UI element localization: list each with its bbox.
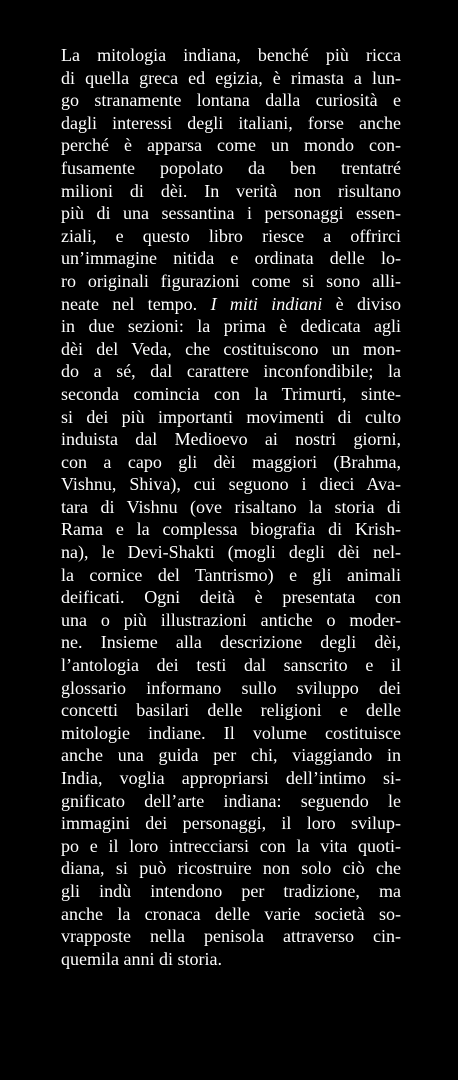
text-line-with-title [61, 293, 401, 316]
text-line: India, voglia appropriarsi dell’intimo si- [61, 768, 401, 788]
text-line: na), le Devi-Shakti (mogli degli dèi nel- [61, 542, 401, 563]
text-line: diana, si può ricostruire non solo ciò che [61, 858, 401, 879]
text-line: di quella greca ed egizia, è rimasta a lun- [61, 67, 401, 88]
text-line: do a sé, dal carattere inconfondibile; la [61, 361, 401, 382]
text-line: si dei più importanti movimenti di culto [61, 406, 401, 427]
text-line: una o più illustrazioni antiche o moder- [61, 609, 401, 630]
text-line: vrapposte nella penisola attraverso cin- [61, 926, 401, 947]
book-title: I miti indiani [210, 293, 323, 314]
text-line: induista dal Medioevo ai nostri giorni, [61, 429, 401, 450]
text-line: deificati. Ogni deità è presentata con [61, 587, 401, 608]
text-line: con a capo gli dèi maggiori (Brahma, [61, 451, 401, 472]
text-line: concetti basilari delle religioni e delle [61, 700, 401, 721]
text-line: mitologie indiane. Il volume costituisce [61, 722, 401, 743]
text-segment: è diviso [322, 293, 402, 314]
text-line: gli indù intendono per tradizione, ma [61, 880, 401, 901]
text-line-last: quemila anni di storia. [61, 948, 222, 969]
text-line: po e il loro intrecciarsi con la vita quoti- [61, 835, 401, 856]
text-line: anche la cronaca delle varie società so- [61, 903, 401, 924]
text-line: perché è apparsa come un mondo con- [61, 135, 401, 156]
text-line: tara di Vishnu (ove risaltano la storia di [61, 496, 401, 517]
text-line: l’antologia dei testi dal sanscrito e il [61, 655, 401, 676]
text-line: gnificato dell’arte indiana: seguendo le [61, 790, 401, 811]
text-line: più di una sessantina i personaggi essen- [61, 203, 401, 224]
text-line: La mitologia indiana, benché più ricca [61, 45, 401, 65]
book-blurb [61, 44, 401, 970]
text-line: la cornice del Tantrismo) e gli animali [61, 564, 401, 585]
text-line: go stranamente lontana dalla curiosità e [61, 90, 401, 111]
text-line: ro originali figurazioni come si sono alli- [61, 270, 401, 291]
text-line: Vishnu, Shiva), cui seguono i dieci Ava- [61, 474, 401, 495]
text-line: in due sezioni: la prima è dedicata agli [61, 316, 401, 337]
text-line: immagini dei personaggi, il loro svilup- [61, 813, 401, 834]
text-line: glossario informano sullo sviluppo dei [61, 677, 401, 698]
text-line: milioni di dèi. In verità non risultano [61, 180, 401, 201]
text-line: ziali, e questo libro riesce a offrirci [61, 225, 401, 246]
text-line: Rama e la complessa biografia di Krish- [61, 519, 401, 540]
text-line: un’immagine nitida e ordinata delle lo- [61, 248, 401, 269]
text-line: fusamente popolato da ben trentatré [61, 157, 401, 178]
text-line: anche una guida per chi, viaggiando in [61, 745, 401, 766]
text-line: dagli interessi degli italiani, forse anche [61, 112, 401, 133]
text-line: seconda comincia con la Trimurti, sinte- [61, 383, 401, 404]
text-line: ne. Insieme alla descrizione degli dèi, [61, 632, 401, 653]
text-line: dèi del Veda, che costituiscono un mon- [61, 338, 401, 359]
text-segment: neate nel tempo. [61, 293, 198, 314]
